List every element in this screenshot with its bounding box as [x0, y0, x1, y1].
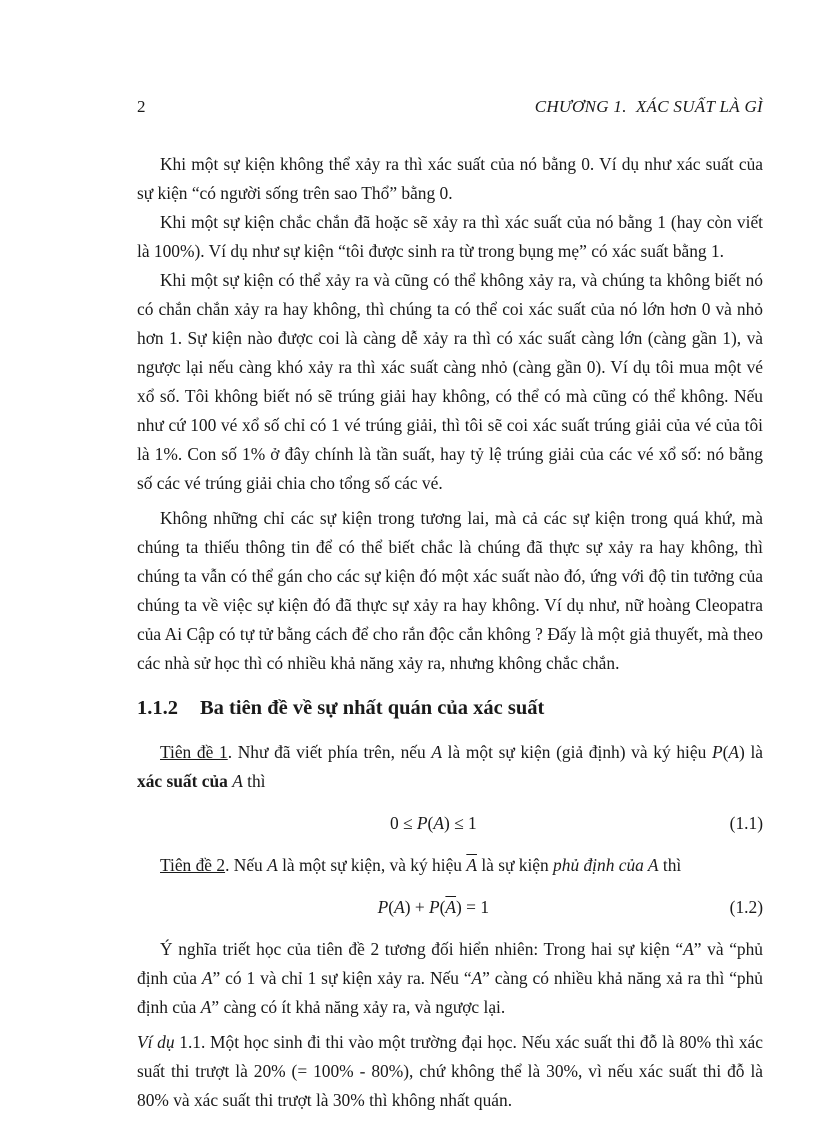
- section-title: Ba tiên đề về sự nhất quán của xác suất: [200, 697, 545, 719]
- paragraph-axiom-2: Tiên đề 2. Nếu A là một sự kiện, và ký hiệu $\overline{A}$ là sự kiện phủ định của A thì: [160, 855, 682, 875]
- equation-1-2: [137, 893, 763, 922]
- running-header: [137, 97, 763, 117]
- equation-1-1-body: 0 ≤ P(A) ≤ 1: [389, 813, 477, 833]
- paragraph-axiom-1: Tiên đề 1. Như đã viết phía trên, nếu A là một sự kiện (giả định) và ký hiệu P(A) là xác suất của A thì: [137, 742, 763, 791]
- chapter-running-title: CHƯƠNG 1. XÁC SUẤT LÀ GÌ: [534, 97, 763, 116]
- paragraph-impossible-event: Khi một sự kiện không thể xảy ra thì xác suất của nó bằng 0. Ví dụ như xác suất của sự kiện “có người sống trên sao Thổ” bằng 0.: [137, 154, 763, 203]
- equation-1-2-body: $P(A) + P(\overline{A}) = 1$: [377, 897, 490, 917]
- paragraph-example-1-1: Ví dụ 1.1. Một học sinh đi thi vào một trường đại học. Nếu xác suất thi đỗ là 80% thì xác suất thi trượt là 20% (= 100% - 80%), chứ không thể là 30%, vì nếu xác suất thi đỗ là 80% và xác suất thi trượt là 30% thì không nhất quán.: [137, 1032, 763, 1110]
- equation-1-1: [137, 809, 763, 838]
- section-heading: [137, 695, 763, 721]
- text-column: [137, 150, 763, 1115]
- paragraph-axiom2-meaning: Ý nghĩa triết học của tiên đề 2 tương đối hiển nhiên: Trong hai sự kiện “A” và “phủ định của A” có 1 và chỉ 1 sự kiện xảy ra. Nếu “A” càng có nhiều khả năng xả ra thì “phủ định của A” càng có ít khả năng xảy ra, và ngược lại.: [137, 939, 763, 1017]
- equation-1-2-number: (1.2): [729, 897, 763, 917]
- page-number: 2: [137, 97, 146, 116]
- paragraph-lottery-example: Khi một sự kiện có thể xảy ra và cũng có thể không xảy ra, và chúng ta không biết nó có chắn chắn xảy ra hay không, thì chúng ta có thể coi xác suất của nó lớn hơn 0 và nhỏ hơn 1. Sự kiện nào được coi là càng dễ xảy ra thì có xác suất càng lớn (càng gần 1), và ngược lại nếu càng khó xảy ra thì xác suất càng nhỏ (càng gần 0). Ví dụ tôi mua một vé xổ số. Tôi không biết nó sẽ trúng giải hay không, có thể có mà cũng có thể không. Nếu như cứ 100 vé xổ số chỉ có 1 vé trúng giải, thì tôi sẽ coi xác suất trúng giải của vé của tôi là 1%. Con số 1% ở đây chính là tần suất, hay tỷ lệ trúng giải của các vé xổ số: nó bằng số các vé trúng giải chia cho tổng số các vé.: [137, 270, 763, 493]
- paragraph-certain-event: Khi một sự kiện chắc chắn đã hoặc sẽ xảy ra thì xác suất của nó bằng 1 (hay còn viết là 100%). Ví dụ như sự kiện “tôi được sinh ra từ trong bụng mẹ” có xác suất bằng 1.: [137, 212, 763, 261]
- section-number: 1.1.2: [137, 697, 178, 719]
- equation-1-1-number: (1.1): [729, 813, 763, 833]
- paragraph-past-events-cleopatra: Không những chỉ các sự kiện trong tương lai, mà cả các sự kiện trong quá khứ, mà chúng ta thiếu thông tin để có thể biết chắc là chúng đã thực sự xảy ra hay không, thì chúng ta vẫn có thể gán cho các sự kiện đó một xác suất nào đó, ứng với độ tin tưởng của chúng ta về việc sự kiện đó đã thực sự xảy ra hay không. Ví dụ như, nữ hoàng Cleopatra của Ai Cập có tự tử bằng cách để cho rắn độc cắn không ? Đấy là một giả thuyết, mà theo các nhà sử học thì có nhiều khả năng xảy ra, nhưng không chắc chắn.: [137, 508, 763, 673]
